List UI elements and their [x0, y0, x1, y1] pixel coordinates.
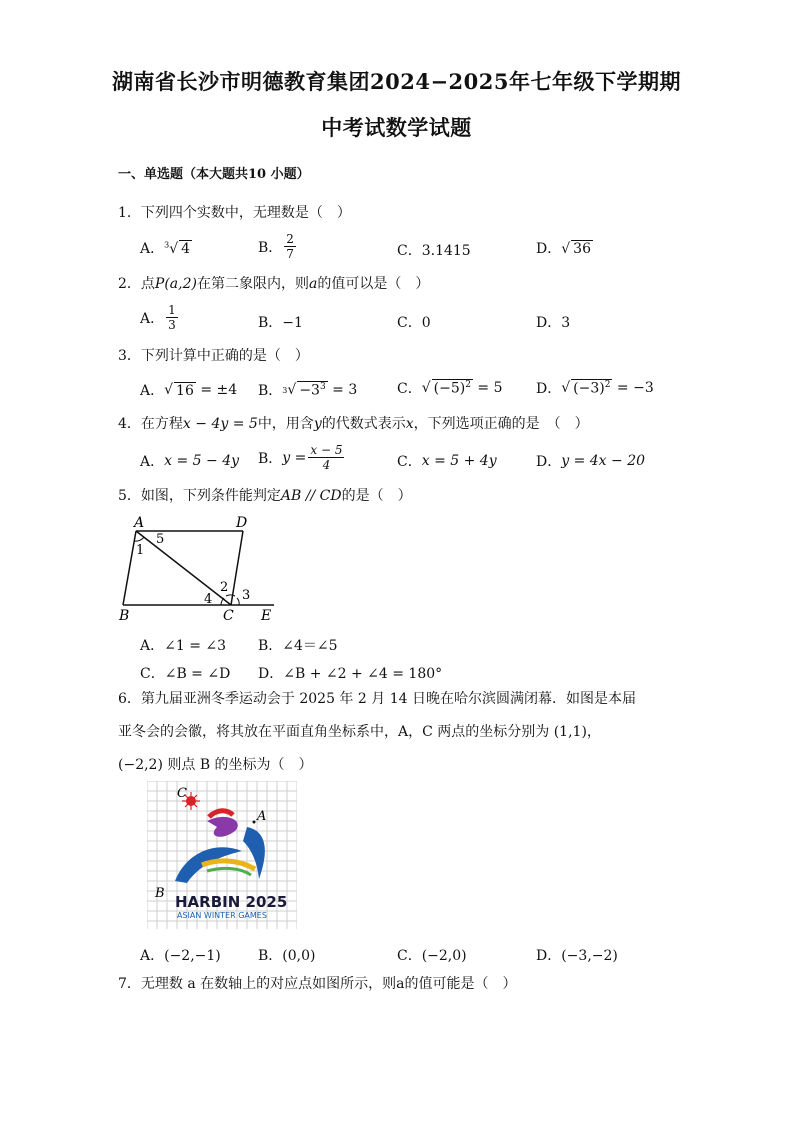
point-B: B: [155, 886, 165, 901]
q5-option-a[interactable]: A．∠1 = ∠3: [140, 638, 227, 654]
q4-option-a[interactable]: A． x = 5 − 4y: [140, 453, 240, 470]
q6-option-b[interactable]: B．(0,0): [258, 948, 316, 964]
label-C: C: [223, 608, 234, 622]
q4-option-d[interactable]: D． y = 4x − 20: [536, 453, 646, 470]
q3-option-c[interactable]: C． √ $(-5)^2$ = 5: [397, 380, 503, 397]
q2-option-b[interactable]: B．−1: [258, 315, 303, 331]
section-heading: 一、单选题（本大题共10 小题）: [118, 167, 310, 182]
question-3-stem: 3．下列计算中正确的是（ ）: [118, 348, 309, 364]
q3-option-d[interactable]: D． √ $(-3)^2$ = −3: [536, 380, 654, 397]
q2-option-a[interactable]: A． $\frac{1}{3}$: [140, 303, 176, 332]
q2-option-d[interactable]: D．3: [536, 315, 571, 331]
question-7-stem: 7．无理数 a 在数轴上的对应点如图所示，则a的值可能是（ ）: [118, 976, 517, 992]
q3-option-a[interactable]: A． √ 16 = ±4: [140, 382, 238, 399]
q5-option-c[interactable]: C．∠B = ∠D: [140, 666, 231, 682]
point-C: C: [177, 786, 187, 801]
angle-4: 4: [204, 592, 213, 607]
q6-option-d[interactable]: D．(−3,−2): [536, 948, 618, 964]
q4-option-c[interactable]: C． x = 5 + 4y: [397, 453, 497, 470]
angle-2: 2: [220, 580, 229, 595]
angle-1: 1: [136, 543, 145, 558]
question-1-stem: 1．下列四个实数中，无理数是（ ）: [118, 205, 351, 221]
angle-5: 5: [156, 532, 165, 547]
question-5-stem: 5．如图，下列条件能判定AB // CD的是（ ）: [118, 488, 412, 504]
q2-option-c[interactable]: C．0: [397, 315, 431, 331]
label-B: B: [119, 608, 130, 622]
q4-option-b[interactable]: B． y = $\frac{x - 5}{4}$: [258, 443, 343, 472]
label-A: A: [134, 515, 145, 531]
q5-option-d[interactable]: D．∠B + ∠2 + ∠4 = 180°: [258, 666, 443, 682]
q1-option-b[interactable]: B． $\frac{2}{7}$: [258, 232, 294, 261]
q6-option-a[interactable]: A．(−2,−1): [140, 948, 221, 964]
q1-option-c[interactable]: C．3.1415: [397, 243, 471, 259]
exam-title-line1: 湖南省长沙市明德教育集团2024−2025年七年级下学期期: [112, 69, 681, 94]
q6-option-c[interactable]: C．(−2,0): [397, 948, 467, 964]
label-D: D: [236, 515, 248, 531]
logo-subtitle: ASIAN WINTER GAMES: [177, 911, 267, 920]
q3-option-b[interactable]: B． 3 √ $-3^3$ = 3: [258, 382, 358, 399]
question-4-stem: 4．在方程x − 4y = 5中，用含y的代数式表示x，下列选项正确的是 （ ）: [118, 416, 589, 432]
parallelogram-figure: [116, 512, 286, 622]
exam-title-line2: 中考试数学试题: [321, 115, 472, 140]
angle-3: 3: [242, 588, 251, 603]
question-2-stem: 2．点P(a,2)在第二象限内，则a的值可以是（ ）: [118, 276, 430, 292]
logo-brand: HARBIN 2025: [175, 893, 288, 911]
point-A: A: [257, 809, 267, 824]
q5-option-b[interactable]: B．∠4＝∠5: [258, 638, 338, 654]
q1-option-d[interactable]: D． √ 36: [536, 240, 591, 257]
harbin-logo-grid: [147, 781, 297, 929]
label-E: E: [261, 608, 272, 622]
question-6-stem: 6．第九届亚洲冬季运动会于 2025 年 2 月 14 日晚在哈尔滨圆满闭幕．如图是本届 亚冬会的会徽，将其放在平面直角坐标系中，A，C 两点的坐标分别为 (1,1)， (−2,2) 则点 B 的坐标为（ ）: [118, 691, 636, 773]
q1-option-a[interactable]: A． $^3$√ 4: [140, 239, 191, 257]
